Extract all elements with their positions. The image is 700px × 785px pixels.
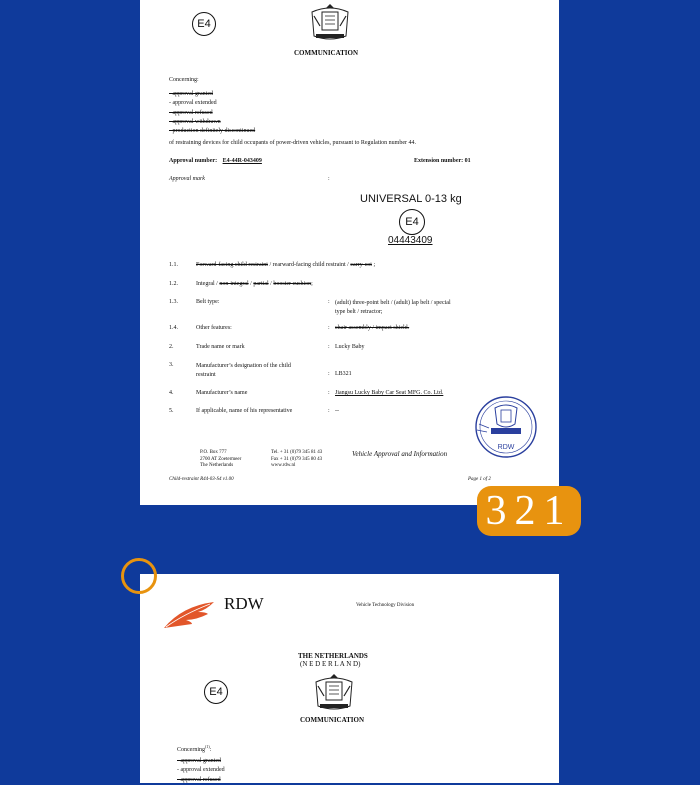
decorative-ring bbox=[121, 558, 157, 594]
rdw-logo-icon bbox=[162, 600, 216, 630]
item-label: If applicable, name of his representative bbox=[196, 408, 293, 414]
web-line: www.rdw.nl bbox=[271, 463, 296, 468]
footer-right: Page 1 of 2 bbox=[468, 477, 491, 482]
concerning-item: - approval granted bbox=[169, 91, 213, 97]
concerning-label: Concerning bbox=[177, 747, 205, 753]
e-mark-label: E4 bbox=[209, 686, 223, 698]
item-1-2-text bbox=[196, 281, 313, 287]
item-part: / bbox=[248, 281, 254, 287]
item-label-line: Manufacturer’s designation of the child bbox=[196, 363, 291, 369]
colon: : bbox=[328, 176, 330, 182]
concerning-list bbox=[177, 757, 225, 785]
item-number: 4. bbox=[169, 390, 174, 396]
concerning-label-row bbox=[177, 744, 211, 753]
item-part: non-integral bbox=[219, 281, 249, 287]
concerning-label: Concerning: bbox=[169, 77, 199, 83]
item-number: 1.1. bbox=[169, 262, 178, 268]
colon: : bbox=[328, 390, 330, 396]
approval-number-row bbox=[169, 158, 262, 164]
country-en: THE NETHERLANDS bbox=[298, 652, 368, 660]
certificate-page-2 bbox=[140, 574, 559, 783]
item-number: 2. bbox=[169, 344, 174, 350]
item-1-1-text bbox=[196, 262, 375, 268]
item-label: Manufacturer’s name bbox=[196, 390, 248, 396]
approval-number-label: Approval number: bbox=[169, 158, 218, 164]
fax-line: Fax + 31 (0)79 345 80 43 bbox=[271, 456, 323, 462]
address-line: P.O. Box 777 bbox=[200, 450, 227, 455]
address-line: 2700 AT Zoetermeer bbox=[200, 456, 242, 462]
division-text: Vehicle Technology Division bbox=[356, 603, 415, 608]
tel-line: Tel. + 31 (0)79 345 81 43 bbox=[271, 450, 323, 455]
item-number: 3. bbox=[169, 362, 174, 368]
doc-title: COMMUNICATION bbox=[300, 716, 365, 724]
concerning-item: - approval extended bbox=[169, 100, 217, 107]
extension-number: Extension number: 01 bbox=[414, 158, 471, 164]
rdw-logo-text: RDW bbox=[224, 594, 264, 613]
belt-type-line: type belt / retractor; bbox=[335, 309, 383, 315]
concerning-suffix: : bbox=[209, 747, 212, 753]
concerning-item: - approval refused bbox=[169, 109, 213, 116]
trade-name-value: Lucky Baby bbox=[335, 344, 365, 350]
approval-number-value: E4-44R-043409 bbox=[222, 158, 262, 164]
stamp-seal-text: RDW bbox=[497, 444, 515, 451]
item-label: Trade name or mark bbox=[196, 344, 245, 350]
mark-number: 04443409 bbox=[388, 235, 433, 246]
coat-of-arms-icon bbox=[306, 2, 354, 42]
item-label: Other features: bbox=[196, 325, 232, 331]
concerning-item: - approval granted bbox=[177, 758, 221, 764]
colon: : bbox=[328, 408, 330, 414]
item-number: 5. bbox=[169, 408, 174, 414]
designation-value: LB321 bbox=[335, 371, 352, 377]
stamp-text: Vehicle Approval and Information bbox=[352, 450, 448, 458]
e-mark-circle bbox=[204, 680, 228, 704]
address-line: The Netherlands bbox=[200, 463, 234, 468]
coat-of-arms-icon bbox=[310, 672, 358, 712]
colon: : bbox=[328, 371, 330, 377]
colon: : bbox=[328, 325, 330, 331]
manufacturer-name-value: Jiangsu Lucky Baby Car Seat MFG. Co. Ltd. bbox=[335, 390, 444, 396]
concerning-item: - approval withdrawn bbox=[169, 118, 221, 125]
item-part: / rearward-facing child restraint / bbox=[267, 262, 351, 268]
concerning-item: - production definitely discontinued bbox=[169, 128, 256, 135]
item-part: / bbox=[268, 281, 274, 287]
contact-block bbox=[271, 450, 322, 470]
mark-e-mark-circle bbox=[399, 209, 425, 235]
item-part: Integral / bbox=[196, 281, 220, 287]
representative-value: -- bbox=[335, 408, 339, 414]
item-label: Belt type: bbox=[196, 299, 220, 305]
belt-type-value bbox=[335, 299, 451, 317]
concerning-item: - approval refused bbox=[177, 776, 221, 783]
concerning-item: - approval extended bbox=[177, 767, 225, 774]
item-number: 1.2. bbox=[169, 281, 178, 287]
item-part: partial bbox=[253, 281, 269, 287]
certificate-page-1 bbox=[140, 0, 559, 505]
e-mark-label: E4 bbox=[197, 18, 211, 30]
item-part: Forward-facing child restraint bbox=[196, 262, 268, 268]
belt-type-line: (adult) three-point belt / (adult) lap belt / special bbox=[335, 300, 451, 306]
colon: : bbox=[328, 299, 330, 305]
mark-universal: UNIVERSAL 0-13 kg bbox=[360, 193, 462, 205]
approval-mark-label: Approval mark bbox=[169, 176, 205, 182]
concerning-sup: (1) bbox=[205, 744, 210, 749]
item-part: ; bbox=[371, 262, 376, 268]
item-label bbox=[196, 362, 291, 380]
e-mark-circle bbox=[192, 12, 216, 36]
footer-left: Child-restraint R44-03-S4 v1.00 bbox=[169, 477, 234, 482]
item-part: ; bbox=[311, 281, 313, 287]
item-part: carry-cot bbox=[350, 262, 372, 268]
page-number-badge: 321 bbox=[477, 486, 581, 536]
doc-title: COMMUNICATION bbox=[294, 49, 359, 57]
item-number: 1.4. bbox=[169, 325, 178, 331]
rdw-stamp-seal bbox=[473, 394, 539, 460]
item-label-line: restraint bbox=[196, 372, 216, 378]
other-features-value: chair assembly / impact shield. bbox=[335, 325, 410, 331]
item-number: 1.3. bbox=[169, 299, 178, 305]
concerning-list bbox=[169, 90, 255, 136]
country-nl: (N E D E R L A N D) bbox=[300, 660, 361, 668]
item-part: booster cushion bbox=[273, 281, 312, 287]
mark-e-mark-label: E4 bbox=[405, 216, 419, 228]
regulation-text: of restraining devices for child occupants of power-driven vehicles, pursuant to Regulation number 44. bbox=[169, 140, 416, 146]
address-block bbox=[200, 450, 241, 470]
colon: : bbox=[328, 344, 330, 350]
